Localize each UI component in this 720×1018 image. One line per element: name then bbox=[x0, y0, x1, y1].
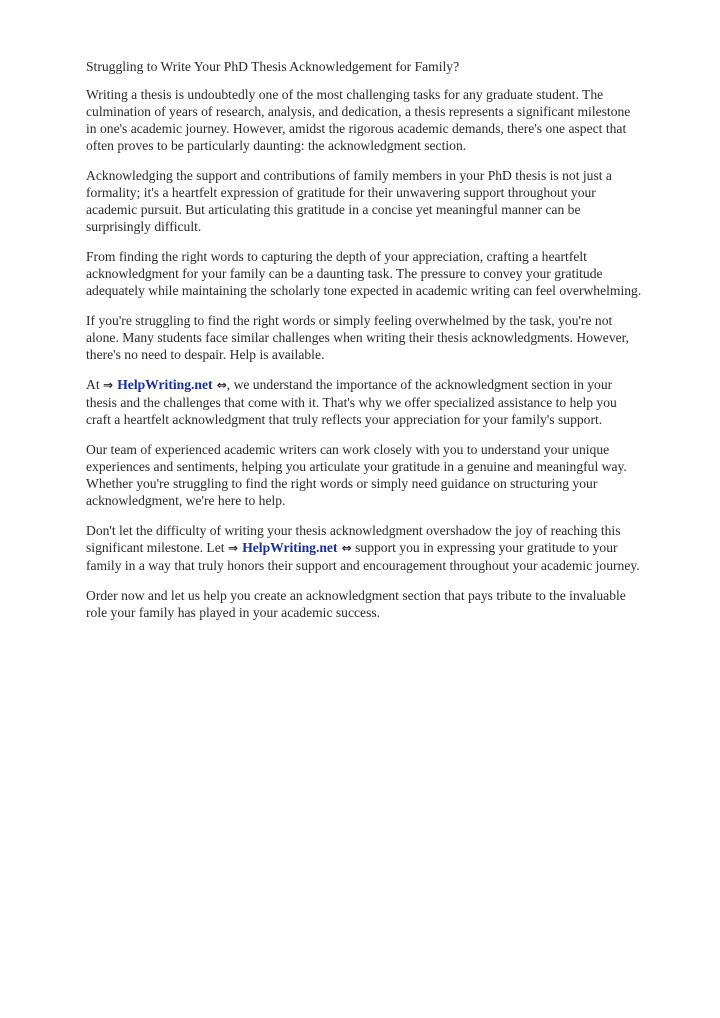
paragraph-intro: Writing a thesis is undoubtedly one of the most challenging tasks for any graduate student. The culmination of years of research, analysis, and dedication, a thesis represents a significant milestone in one's academic journey. However, amidst the rigorous academic demands, there's one aspect that often proves to be particularly daunting: the acknowledgment section. bbox=[86, 87, 631, 153]
text-segment: support you in expressing your gratitude to your family in a way that truly honors their support and encouragement throughout your academic journey. bbox=[86, 540, 640, 573]
paragraph-helpwriting bbox=[86, 376, 682, 428]
helpwriting-link[interactable]: HelpWriting.net bbox=[117, 377, 213, 392]
paragraph-finding-words: From finding the right words to capturing the depth of your appreciation, crafting a heartfelt acknowledgment for your family can be a daunting task. The pressure to convey your gratitude adequately while maintaining the scholarly tone expected in academic writing can feel overwhelming. bbox=[86, 249, 642, 298]
document-page bbox=[86, 58, 682, 634]
paragraph-team: Our team of experienced academic writers can work closely with you to understand your unique experiences and sentiments, helping you articulate your gratitude in a genuine and meaningful way. Whether you're struggling to find the right words or simply need guidance on structuring your acknowledgment, we're here to help. bbox=[86, 442, 627, 508]
paragraph-acknowledging: Acknowledging the support and contributions of family members in your PhD thesis is not just a formality; it's a heartfelt expression of gratitude for their unwavering support throughout your academic pursuit. But articulating this gratitude in a concise yet meaningful manner can be surprisingly difficult. bbox=[86, 168, 612, 234]
double-arrow-icon: ⇔ bbox=[337, 541, 352, 555]
paragraph-struggling: If you're struggling to find the right words or simply feeling overwhelmed by the task, you're not alone. Many students face similar challenges when writing their thesis acknowledgments. However, there's no need to despair. Help is available. bbox=[86, 313, 630, 362]
text-segment: At bbox=[86, 377, 103, 392]
text-segment: Don't let the difficulty of writing your thesis acknowledgment overshadow the joy of reaching this significant milestone. Let bbox=[86, 523, 621, 555]
helpwriting-link[interactable]: HelpWriting.net bbox=[242, 540, 338, 555]
document-title: Struggling to Write Your PhD Thesis Acknowledgement for Family? bbox=[86, 59, 460, 74]
right-arrow-icon: ⇒ bbox=[103, 378, 118, 392]
paragraph-dont-let bbox=[86, 522, 682, 574]
double-arrow-icon: ⇔ bbox=[212, 378, 227, 392]
text-segment: , we understand the importance of the acknowledgment section in your thesis and the challenges that come with it. That's why we offer specialized assistance to help you craft a heartfelt acknowledgment that truly reflects your appreciation for your family's support. bbox=[86, 377, 617, 427]
paragraph-closing: Order now and let us help you create an acknowledgment section that pays tribute to the invaluable role your family has played in your academic success. bbox=[86, 588, 626, 620]
right-arrow-icon: ⇒ bbox=[227, 541, 243, 555]
